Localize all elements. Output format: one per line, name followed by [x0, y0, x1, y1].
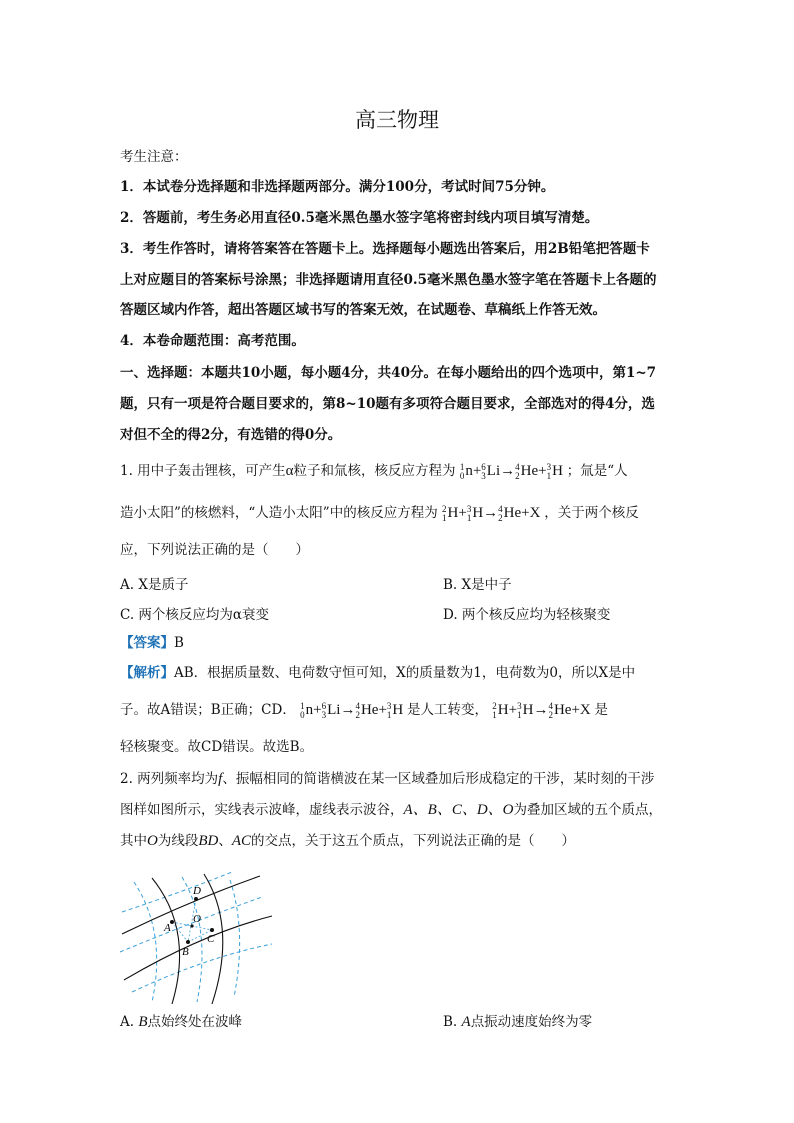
q2-option-a: A. B点始终处在波峰 [120, 1014, 243, 1030]
notice-item: 1．本试卷分选择题和非选择题两部分。满分100分，考试时间75分钟。 [120, 179, 555, 195]
notice-item: 答题区域内作答，超出答题区域书写的答案无效，在试题卷、草稿纸上作答无效。 [120, 302, 606, 318]
answer-line [120, 634, 184, 652]
analysis-tag: 【解析】 [120, 665, 174, 681]
q1-line2: 造小太阳”的核燃料，“人造小太阳”中的核反应方程为 2 1 H+ 3 1 H→ 4 2 He+X ，关于两个核反 [120, 503, 639, 523]
trough-line [134, 882, 157, 1002]
crest-line [124, 916, 272, 980]
point-c [210, 928, 214, 932]
q2-line2: 图样如图所示，实线表示波峰，虚线表示波谷，A、B、C、D、O为叠加区域的五个质点， [120, 802, 662, 818]
point-b [186, 940, 190, 944]
section-instruction: 题，只有一项是符合题目要求的，第8~10题有多项符合题目要求，全部选对的得4分，选 [120, 396, 655, 412]
label-o: O [193, 913, 201, 925]
option-a: A. X是质子 [120, 577, 189, 593]
answer-value: B [174, 635, 184, 651]
answer-tag: 【答案】 [120, 635, 174, 651]
section-instruction: 一、选择题：本题共10小题，每小题4分，共40分。在每小题给出的四个选项中，第1~7 [120, 365, 657, 381]
q1-line3: 应，下列说法正确的是（ ） [120, 542, 309, 558]
label-c: C [207, 933, 215, 945]
trough-line [230, 880, 240, 997]
option-b: B. X是中子 [443, 577, 512, 593]
analysis-line3: 轻核聚变。故CD错误。故选B。 [120, 739, 314, 755]
q1-line1: 1. 用中子轰击锂核，可产生α粒子和氚核，核反应方程为 1 0 n+ 6 3 Li→ 4 2 He+ 3 1 H ；氚是“人 [120, 461, 628, 481]
analysis-line2: 子。故A错误；B正确；CD． 1 0 n+ 6 3 Li→ 4 2 He+ 3 1 H 是人工转变， 2 1 H+ 3 1 H→ 4 2 He+X 是 [120, 700, 609, 720]
option-d: D. 两个核反应均为轻核聚变 [443, 607, 611, 623]
label-d: D [193, 885, 201, 897]
notice-item: 4．本卷命题范围：高考范围。 [120, 333, 305, 349]
option-c: C. 两个核反应均为α衰变 [120, 607, 270, 623]
analysis-line1: 【解析】AB．根据质量数、电荷数守恒可知，X的质量数为1，电荷数为0，所以X是中 [120, 665, 636, 681]
notice-item: 2．答题前，考生务必用直径0.5毫米黑色墨水签字笔将密封线内项目填写清楚。 [120, 210, 599, 226]
section-instruction: 对但不全的得2分，有选错的得0分。 [120, 427, 342, 443]
q2-option-b: B. A点振动速度始终为零 [443, 1014, 593, 1030]
crest-line [152, 878, 180, 1004]
q2-line1: 2. 两列频率均为f、振幅相同的简谐横波在某一区域叠加后形成稳定的干涉，某时刻的干涉 [120, 771, 655, 787]
interference-figure [112, 872, 277, 1007]
reaction-2: 2 1 H+ 3 1 H→ 4 2 He+X [492, 700, 591, 720]
trough-line [122, 872, 232, 912]
point-d [194, 897, 198, 901]
notice-heading: 考生注意： [120, 149, 188, 165]
page-title: 高三物理 [355, 108, 439, 132]
notice-item: 3．考生作答时，请将答案答在答题卡上。选择题每小题选出答案后，用2B铅笔把答题卡 [120, 241, 650, 257]
reaction-2: 2 1 H+ 3 1 H→ 4 2 He+X [442, 503, 541, 523]
alpha-symbol: α [285, 463, 294, 479]
reaction-1: 1 0 n+ 6 3 Li→ 4 2 He+ 3 1 H [459, 461, 563, 481]
q2-line3: 其中O为线段BD、AC的交点，关于这五个质点，下列说法正确的是（ ） [120, 833, 576, 849]
label-a: A [164, 922, 171, 934]
notice-item: 上对应题目的答案标号涂黑；非选择题请用直径0.5毫米黑色墨水签字笔在答题卡上各题的 [120, 272, 657, 288]
reaction-1: 1 0 n+ 6 3 Li→ 4 2 He+ 3 1 H [300, 700, 404, 720]
label-b: B [182, 946, 189, 958]
